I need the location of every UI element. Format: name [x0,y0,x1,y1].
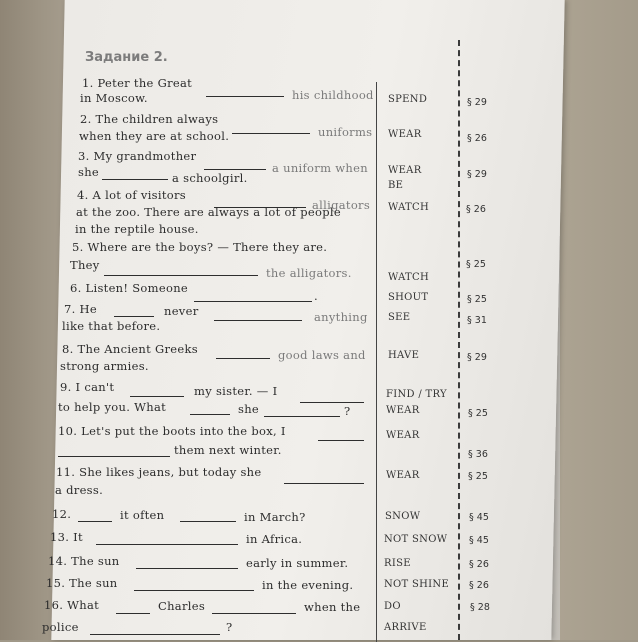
exercise-text: she [78,165,100,179]
answer-blank[interactable] [102,179,168,180]
grammar-section: § 26 [467,133,487,144]
verb-hint: WEAR [388,165,422,176]
verb-hint: WEAR [388,129,422,140]
verb-hint: WATCH [388,202,429,213]
exercise-text: 13. It [50,530,83,544]
grammar-section: § 45 [469,512,489,523]
exercise-text: 14. The sun [48,554,120,568]
answer-blank[interactable] [300,402,364,403]
grammar-section: § 36 [468,449,488,460]
exercise-text: a uniform when [272,161,368,175]
answer-blank[interactable] [116,613,150,614]
answer-blank[interactable] [96,544,238,545]
verb-hint: WATCH [388,272,429,283]
exercise-text: she [238,402,260,416]
exercise-text: early in summer. [246,556,349,570]
grammar-section: § 25 [466,259,486,270]
exercise-16 [0,598,638,638]
exercise-text: alligators [312,198,371,212]
exercise-text: at the zoo. There are always a lot of people [76,205,341,219]
exercise-text: anything [314,310,368,324]
verb-hint: NOT SHINE [384,579,450,590]
exercise-11 [0,465,638,505]
grammar-section: § 25 [468,408,488,419]
exercise-text: in the evening. [262,578,354,592]
exercise-text: 11. She likes jeans, but today she [56,465,262,479]
exercise-text: ? [226,620,233,634]
answer-blank[interactable] [114,316,154,317]
answer-blank[interactable] [284,483,364,484]
exercise-5 [0,240,638,283]
answer-blank[interactable] [130,396,184,397]
exercise-text: 7. He [64,302,97,316]
exercise-text: them next winter. [174,443,282,457]
exercise-1 [0,76,638,116]
exercise-text: a dress. [55,483,104,497]
answer-blank[interactable] [90,634,220,635]
answer-blank[interactable] [264,416,340,417]
answer-blank[interactable] [232,133,310,134]
exercise-text: his childhood [292,88,374,102]
exercise-text: 15. The sun [46,576,118,590]
grammar-section: § 29 [467,352,487,363]
answer-blank[interactable] [212,613,296,614]
verb-hint: DO [384,601,401,612]
grammar-section: § 25 [467,294,487,305]
grammar-section: § 26 [469,559,489,570]
exercise-text: 1. Peter the Great [82,76,193,90]
page-title: Задание 2. [85,50,168,65]
grammar-section: § 25 [468,471,488,482]
verb-hint: SNOW [385,511,421,522]
exercise-text: They [70,258,100,272]
exercise-text: . [314,289,318,303]
exercise-text: uniforms [318,125,373,139]
exercise-text: 2. The children always [80,112,219,126]
exercise-text: 16. What [44,598,100,612]
verb-hint: SEE [388,312,411,323]
exercise-text: in Moscow. [80,91,148,105]
exercise-text: 6. Listen! Someone [70,281,189,295]
exercise-7 [0,302,638,342]
exercise-text: ? [344,404,351,418]
verb-hint: SPEND [388,94,428,105]
verb-hint: WEAR [386,405,420,416]
exercise-4 [0,188,638,236]
exercise-text: 8. The Ancient Greeks [62,342,198,356]
verb-hint: WEAR [386,470,420,481]
grammar-section: § 31 [467,315,487,326]
answer-blank[interactable] [206,96,284,97]
exercise-3 [0,149,638,189]
exercise-text: a schoolgirl. [172,171,248,185]
grammar-section: § 29 [467,169,487,180]
verb-hint: NOT SNOW [384,534,448,545]
grammar-section: § 26 [466,204,486,215]
verb-hint: HAVE [388,350,420,361]
answer-blank[interactable] [58,456,170,457]
exercise-text: police [42,620,79,634]
exercise-text: 10. Let's put the boots into the box, I [58,424,286,438]
exercise-text: good laws and [278,348,366,362]
exercise-text: my sister. — I [194,384,278,398]
answer-blank[interactable] [104,275,258,276]
grammar-section: § 28 [470,602,490,613]
exercise-text: in March? [244,510,306,524]
exercise-text: when they are at school. [79,129,230,143]
grammar-section: § 29 [467,97,487,108]
exercise-text: in the reptile house. [75,222,199,236]
verb-hint: ARRIVE [384,622,427,633]
verb-hint: RISE [384,558,411,569]
grammar-section: § 45 [469,535,489,546]
answer-blank[interactable] [318,440,364,441]
answer-blank[interactable] [204,169,266,170]
exercise-text: 12. [52,507,72,521]
exercise-text: like that before. [62,319,161,333]
verb-hint: FIND / TRY [386,389,447,400]
answer-blank[interactable] [180,521,236,522]
exercise-text: 5. Where are the boys? — There they are. [72,240,328,254]
exercise-text: it often [120,508,165,522]
answer-blank[interactable] [78,521,112,522]
exercise-text: Charles [158,599,206,613]
exercise-10 [0,424,638,464]
exercise-text: when the [304,600,361,614]
answer-blank[interactable] [214,320,302,321]
exercise-9 [0,380,638,420]
exercise-text: strong armies. [60,359,149,373]
exercise-text: in Africa. [246,532,303,546]
exercise-text: 3. My grandmother [78,149,197,163]
answer-blank[interactable] [134,590,254,591]
exercise-text: 4. A lot of visitors [77,188,186,202]
exercise-text: the alligators. [266,266,352,280]
exercise-text: to help you. What [58,400,167,414]
verb-hint: WEAR [386,430,420,441]
answer-blank[interactable] [216,358,270,359]
exercise-2 [0,112,638,152]
exercise-text: never [164,304,199,318]
answer-blank[interactable] [136,568,238,569]
verb-hint: SHOUT [388,292,429,303]
exercise-8 [0,342,638,382]
verb-hint: BE [388,180,404,191]
exercise-text: 9. I can't [60,380,115,394]
answer-blank[interactable] [190,414,230,415]
grammar-section: § 26 [469,580,489,591]
